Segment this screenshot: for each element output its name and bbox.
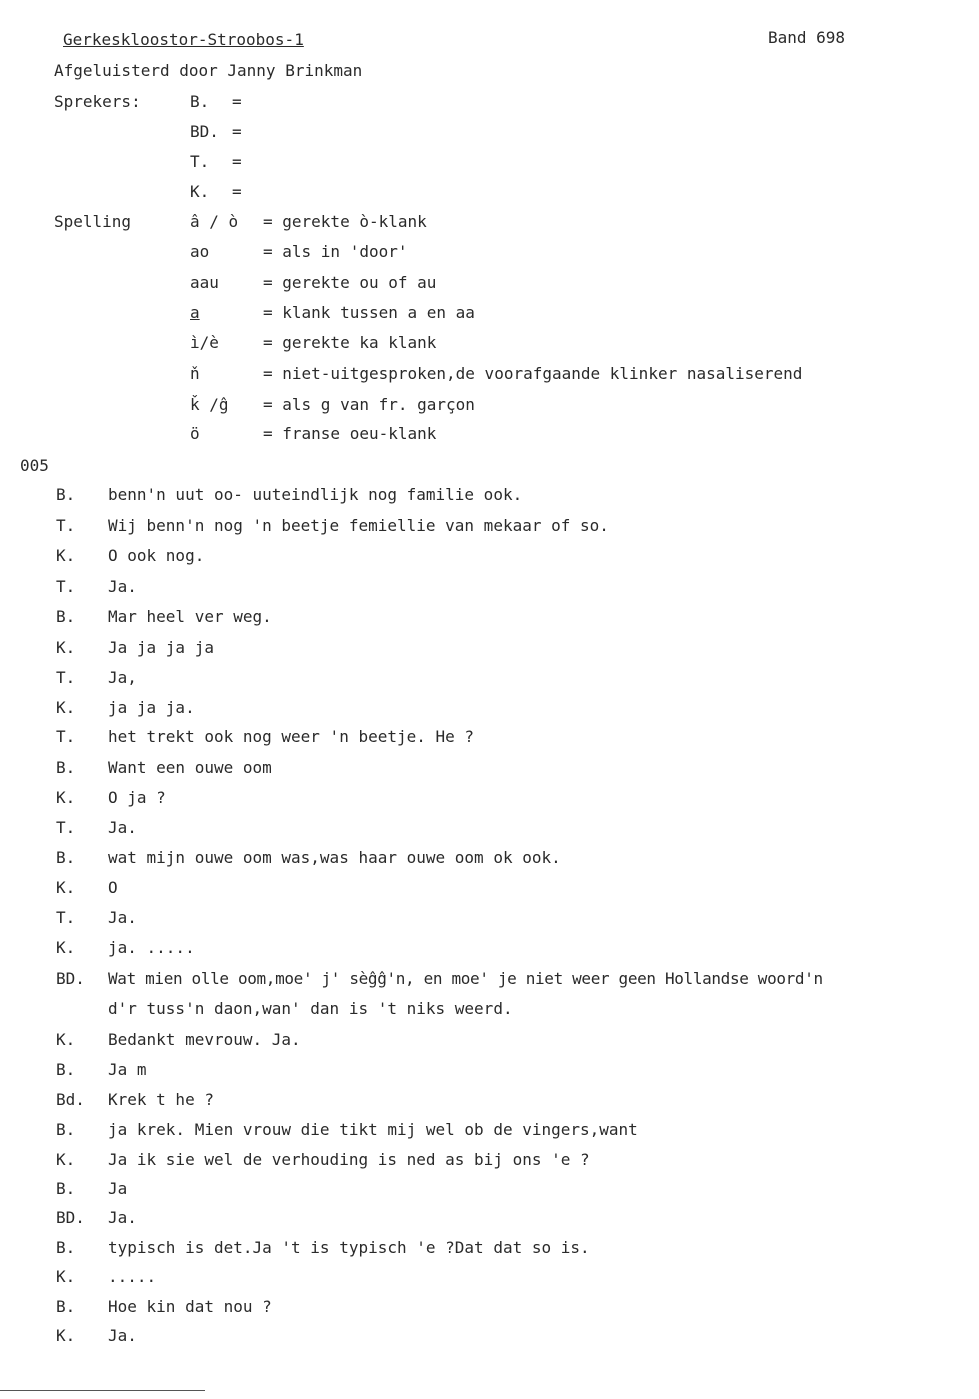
utterance-text: Ja. — [108, 577, 137, 596]
utterance-text: ..... — [108, 1267, 157, 1286]
speaker-label: BD. — [56, 969, 85, 988]
utterance-text: Want een ouwe oom — [108, 758, 272, 777]
speaker-label: K. — [56, 546, 76, 565]
speaker-label: K. — [56, 1267, 76, 1286]
spelling-symbol: ǩ /ĝ — [190, 395, 229, 414]
spelling-meaning: = als g van fr. garçon — [263, 395, 475, 414]
utterance-text: Hoe kin dat nou ? — [108, 1297, 272, 1316]
spelling-meaning: = franse oeu-klank — [263, 424, 437, 443]
utterance-text: Ja. — [108, 1326, 137, 1345]
speaker-label: K. — [56, 788, 76, 807]
speaker-label: B. — [56, 848, 76, 867]
spelling-symbol: aau — [190, 273, 219, 292]
speaker-label: T. — [56, 668, 76, 687]
transcriber-line: Afgeluisterd door Janny Brinkman — [54, 61, 363, 80]
band-number: Band 698 — [768, 28, 846, 47]
utterance-text: Ja m — [108, 1060, 147, 1079]
speaker-label: B. — [56, 607, 76, 626]
spelling-label: Spelling — [54, 212, 132, 231]
speaker-label: B. — [56, 1179, 76, 1198]
footer-rule — [0, 1390, 205, 1391]
speaker-label: T. — [56, 577, 76, 596]
speaker-label: T. — [56, 727, 76, 746]
spelling-symbol: ao — [190, 242, 210, 261]
speaker-label: B. — [56, 758, 76, 777]
speaker-label: B. — [56, 1297, 76, 1316]
utterance-text: typisch is det.Ja 't is typisch 'e ?Dat dat so is. — [108, 1238, 590, 1257]
utterance-text: Ja — [108, 1179, 128, 1198]
speaker-label: BD. — [56, 1208, 85, 1227]
speaker-eq: = — [232, 122, 242, 141]
utterance-text: Ja. — [108, 1208, 137, 1227]
speaker-label: K. — [56, 1030, 76, 1049]
speaker-code: BD. — [190, 122, 219, 141]
speaker-code: B. — [190, 92, 210, 111]
speaker-label: K. — [56, 1326, 76, 1345]
spelling-meaning: = gerekte ou of au — [263, 273, 437, 292]
utterance-text: Mar heel ver weg. — [108, 607, 272, 626]
speaker-eq: = — [232, 92, 242, 111]
speaker-label: T. — [56, 516, 76, 535]
spelling-symbol: a — [190, 303, 200, 322]
spelling-symbol: ö — [190, 424, 200, 443]
utterance-text: Ja ik sie wel de verhouding is ned as bij ons 'e ? — [108, 1150, 590, 1169]
spelling-symbol: â / ò — [190, 212, 239, 231]
utterance-text: ja. ..... — [108, 938, 195, 957]
utterance-text: O ja ? — [108, 788, 166, 807]
speaker-label: K. — [56, 638, 76, 657]
speaker-label: K. — [56, 698, 76, 717]
utterance-text: O — [108, 878, 118, 897]
utterance-text: Ja ja ja ja — [108, 638, 214, 657]
spelling-symbol: ì/è — [190, 333, 219, 352]
utterance-text: Bedankt mevrouw. Ja. — [108, 1030, 301, 1049]
utterance-text: d'r tuss'n daon,wan' dan is 't niks weerd. — [108, 999, 513, 1018]
speaker-code: K. — [190, 182, 210, 201]
speaker-eq: = — [232, 152, 242, 171]
utterance-text: Wij benn'n nog 'n beetje femiellie van mekaar of so. — [108, 516, 609, 535]
spelling-meaning: = gerekte ka klank — [263, 333, 437, 352]
speaker-label: B. — [56, 1120, 76, 1139]
spelling-meaning: = klank tussen a en aa — [263, 303, 475, 322]
speaker-label: K. — [56, 938, 76, 957]
utterance-text: ja krek. Mien vrouw die tikt mij wel ob de vingers,want — [108, 1120, 638, 1139]
speaker-label: B. — [56, 1238, 76, 1257]
spelling-meaning: = als in 'door' — [263, 242, 408, 261]
utterance-text: O ook nog. — [108, 546, 205, 565]
speaker-label: B. — [56, 1060, 76, 1079]
speaker-eq: = — [232, 182, 242, 201]
spelling-meaning: = gerekte ò-klank — [263, 212, 427, 231]
utterance-text: Ja, — [108, 668, 137, 687]
utterance-text: benn'n uut oo- uuteindlijk nog familie ook. — [108, 485, 523, 504]
speaker-code: T. — [190, 152, 210, 171]
utterance-text: Wat mien olle oom,moe' j' sèĝĝ'n, en moe' je niet weer geen Hollandse woord'n — [108, 969, 823, 988]
utterance-text: Ja. — [108, 908, 137, 927]
utterance-text: Krek t he ? — [108, 1090, 214, 1109]
document-title: Gerkeskloostor-Stroobos-1 — [63, 30, 304, 49]
spelling-meaning: = niet-uitgesproken,de voorafgaande klinker nasaliserend — [263, 364, 803, 383]
tape-counter: 005 — [20, 456, 49, 475]
speaker-label: T. — [56, 818, 76, 837]
speakers-label: Sprekers: — [54, 92, 141, 111]
utterance-text: Ja. — [108, 818, 137, 837]
speaker-label: K. — [56, 878, 76, 897]
speaker-label: T. — [56, 908, 76, 927]
utterance-text: ja ja ja. — [108, 698, 195, 717]
speaker-label: Bd. — [56, 1090, 85, 1109]
utterance-text: het trekt ook nog weer 'n beetje. He ? — [108, 727, 475, 746]
spelling-symbol: ň — [190, 364, 200, 383]
utterance-text: wat mijn ouwe oom was,was haar ouwe oom ok ook. — [108, 848, 561, 867]
speaker-label: B. — [56, 485, 76, 504]
speaker-label: K. — [56, 1150, 76, 1169]
